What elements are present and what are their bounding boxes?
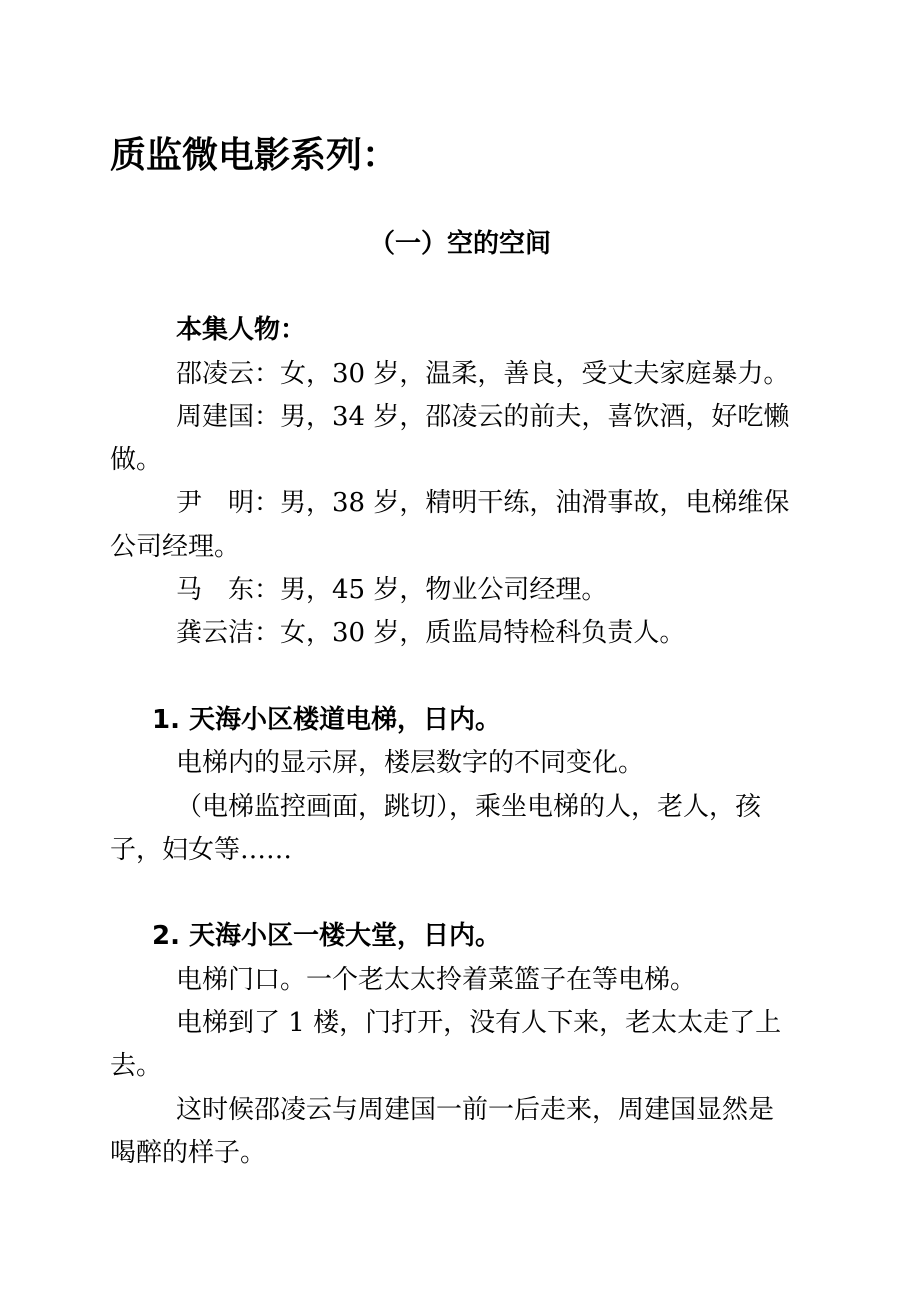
- cast-line: 公司经理。: [110, 532, 241, 562]
- scene-line: 去。: [110, 1051, 163, 1081]
- scene-line: 电梯门口。一个老太太拎着菜篮子在等电梯。: [176, 965, 697, 995]
- cast-line: 尹 明：男，38 岁，精明干练，油滑事故，电梯维保: [176, 488, 790, 518]
- scene-line: （电梯监控画面，跳切），乘坐电梯的人，老人，孩: [176, 792, 762, 822]
- cast-line: 龚云洁：女，30 岁，质监局特检科负责人。: [176, 618, 686, 648]
- cast-line: 做。: [110, 445, 163, 475]
- cast-line: 邵凌云：女，30 岁，温柔，善良，受丈夫家庭暴力。: [176, 359, 790, 389]
- cast-line: 周建国：男，34 岁，邵凌云的前夫，喜饮酒，好吃懒: [176, 402, 790, 432]
- episode-title: （一）空的空间: [368, 229, 551, 259]
- document-title: 质监微电影系列：: [110, 135, 399, 176]
- scene-line: 电梯到了 1 楼，门打开，没有人下来，老太太走了上: [176, 1008, 782, 1038]
- scene-heading: 2. 天海小区一楼大堂，日内。: [152, 921, 502, 951]
- scene-line: 这时候邵凌云与周建国一前一后走来，周建国显然是: [176, 1095, 775, 1125]
- scene-line: 喝醉的样子。: [110, 1138, 267, 1168]
- cast-heading: 本集人物：: [176, 315, 307, 345]
- cast-line: 马 东：男，45 岁，物业公司经理。: [176, 575, 608, 605]
- scene-line: 电梯内的显示屏，楼层数字的不同变化。: [176, 748, 645, 778]
- scene-heading: 1. 天海小区楼道电梯，日内。: [152, 705, 502, 735]
- scene-line: 子，妇女等……: [110, 835, 293, 865]
